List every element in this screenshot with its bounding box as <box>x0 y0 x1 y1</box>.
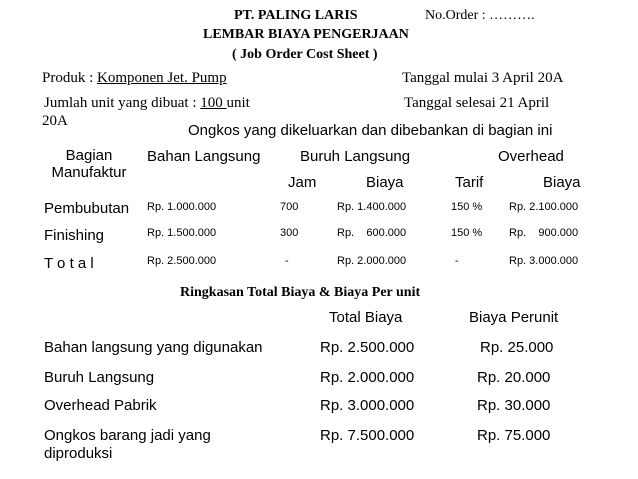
summary-per-unit: Rp. 75.000 <box>477 427 551 444</box>
summary-label-continued: diproduksi <box>44 445 113 462</box>
jumlah-label: Jumlah unit yang dibuat : <box>44 95 201 111</box>
row-biaya: Rp. 1.400.000 <box>337 201 407 213</box>
row-bagian: Finishing <box>44 227 105 244</box>
order-number: No.Order : ………. <box>425 8 535 23</box>
row-tarif: 150 % <box>451 227 483 239</box>
summary-total: Rp. 7.500.000 <box>320 427 415 444</box>
row-biaya: Rp. 2.000.000 <box>337 255 407 267</box>
summary-label: Overhead Pabrik <box>44 397 157 414</box>
summary-title: Ringkasan Total Biaya & Biaya Per unit <box>180 285 421 300</box>
header-bagian-line2: Manufaktur <box>51 164 127 181</box>
produk-label: Produk : <box>42 70 98 86</box>
row-biaya: Rp. 600.000 <box>337 227 407 239</box>
summary-total: Rp. 3.000.000 <box>320 397 415 414</box>
row-tarif: - <box>455 255 459 267</box>
summary-label: Ongkos barang jadi yang <box>44 427 211 444</box>
produk-value: Komponen Jet. Pump <box>97 70 227 86</box>
row-bagian: T o t a l <box>44 255 94 272</box>
summary-label: Bahan langsung yang digunakan <box>44 339 263 356</box>
row-bagian: Pembubutan <box>44 200 130 217</box>
header-biaya: Biaya <box>366 174 404 191</box>
header-bahan-langsung: Bahan Langsung <box>147 148 261 165</box>
summary-header-per-unit: Biaya Perunit <box>469 309 559 326</box>
row-bahan: Rp. 1.000.000 <box>147 201 217 213</box>
summary-per-unit: Rp. 20.000 <box>477 369 551 386</box>
row-tarif: 150 % <box>451 201 483 213</box>
row-bahan: Rp. 2.500.000 <box>147 255 217 267</box>
header-jam: Jam <box>288 174 317 191</box>
jumlah-unit: unit <box>226 95 250 111</box>
row-jam: 300 <box>280 227 299 239</box>
summary-total: Rp. 2.500.000 <box>320 339 415 356</box>
summary-total: Rp. 2.000.000 <box>320 369 415 386</box>
cost-table-caption: Ongkos yang dikeluarkan dan dibebankan di bagian ini <box>188 122 553 139</box>
company-name: PT. PALING LARIS <box>234 8 358 23</box>
tanggal-mulai: Tanggal mulai 3 April 20A <box>402 70 564 86</box>
header-bagian-line1: Bagian <box>65 147 113 164</box>
header-overhead: Overhead <box>498 148 564 165</box>
document-subtitle: ( Job Order Cost Sheet ) <box>232 47 378 62</box>
header-overhead-biaya: Biaya <box>543 174 581 191</box>
header-buruh-langsung: Buruh Langsung <box>300 148 411 165</box>
row-overhead-biaya: Rp. 2.100.000 <box>509 201 579 213</box>
summary-header-total: Total Biaya <box>329 309 403 326</box>
row-overhead-biaya: Rp. 900.000 <box>509 227 579 239</box>
document-title: LEMBAR BIAYA PENGERJAAN <box>203 27 409 42</box>
summary-per-unit: Rp. 25.000 <box>480 339 554 356</box>
row-bahan: Rp. 1.500.000 <box>147 227 217 239</box>
tanggal-selesai: Tanggal selesai 21 April <box>404 95 550 111</box>
summary-per-unit: Rp. 30.000 <box>477 397 551 414</box>
header-bagian <box>44 147 134 181</box>
row-jam: - <box>285 255 289 267</box>
produk-line <box>42 70 227 87</box>
summary-label: Buruh Langsung <box>44 369 155 386</box>
header-tarif: Tarif <box>455 174 484 191</box>
row-jam: 700 <box>280 201 299 213</box>
jumlah-unit-line <box>44 95 250 112</box>
row-overhead-biaya: Rp. 3.000.000 <box>509 255 579 267</box>
jumlah-value: 100 <box>200 95 227 111</box>
tanggal-selesai-wrap: 20A <box>42 113 68 129</box>
